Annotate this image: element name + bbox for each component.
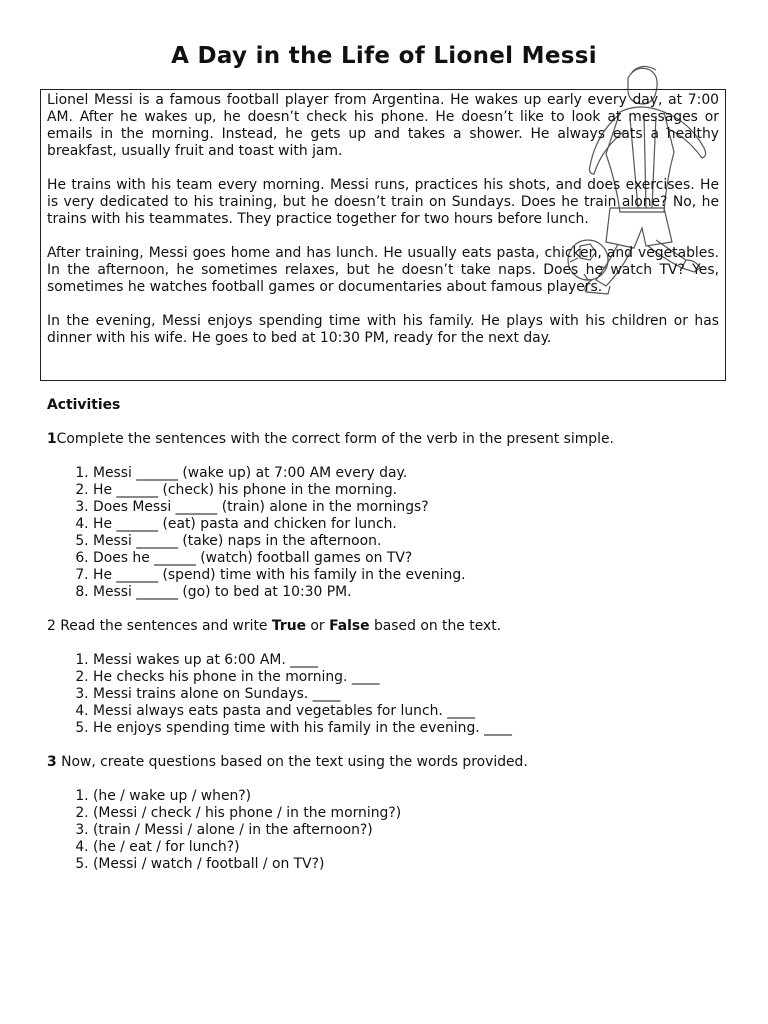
list-item: 6. Does he ______ (watch) football games on TV?: [93, 550, 737, 567]
exercise-2-instruction: [47, 618, 737, 635]
exercise-1-number: 1: [47, 431, 57, 447]
exercise-1-list: [47, 465, 737, 601]
paragraph-1: Lionel Messi is a famous football player from Argentina. He wakes up early every day, at 7:00 AM. After he wakes up, he doesn’t check his phone. He doesn’t like to look at messages or emails in the morning. Instead, he gets up and takes a shower. He always eats a healthy breakfast, usually fruit and toast with jam.: [47, 92, 719, 159]
exercise-2-number: 2: [47, 618, 56, 634]
paragraph-2: He trains with his team every morning. Messi runs, practices his shots, and does exercises. He is very dedicated to his training, but he doesn’t train on Sundays. Does he train alone? No, he trains with his teammates. They practice together for two hours before lunch.: [47, 177, 719, 227]
list-item: 5. Messi ______ (take) naps in the afternoon.: [93, 533, 737, 550]
paragraph-4: In the evening, Messi enjoys spending time with his family. He plays with his children or has dinner with his wife. He goes to bed at 10:30 PM, ready for the next day.: [47, 313, 719, 346]
list-item: 2. He ______ (check) his phone in the morning.: [93, 482, 737, 499]
activities-heading: Activities: [47, 397, 121, 413]
list-item: 1. Messi ______ (wake up) at 7:00 AM every day.: [93, 465, 737, 482]
list-item: 4. He ______ (eat) pasta and chicken for lunch.: [93, 516, 737, 533]
list-item: 5. He enjoys spending time with his family in the evening. ____: [93, 720, 737, 737]
list-item: 1. Messi wakes up at 6:00 AM. ____: [93, 652, 737, 669]
exercise-3-instruction: [47, 754, 737, 771]
list-item: 2. He checks his phone in the morning. ____: [93, 669, 737, 686]
true-word: True: [271, 618, 307, 634]
exercise-3-list: [47, 788, 737, 873]
exercise-2-instruction-text: Read the sentences and write: [55, 618, 272, 634]
exercise-1-instruction: [47, 431, 737, 448]
list-item: 3. (train / Messi / alone / in the afternoon?): [93, 822, 737, 839]
or-word: or: [306, 618, 330, 634]
list-item: 5. (Messi / watch / football / on TV?): [93, 856, 737, 873]
list-item: 1. (he / wake up / when?): [93, 788, 737, 805]
list-item: 7. He ______ (spend) time with his family in the evening.: [93, 567, 737, 584]
activities-section: [47, 397, 737, 890]
list-item: 3. Messi trains alone on Sundays. ____: [93, 686, 737, 703]
page-title: A Day in the Life of Lionel Messi: [171, 43, 597, 69]
exercise-3-instruction-text: Now, create questions based on the text using the words provided.: [56, 754, 528, 770]
reading-passage: [40, 89, 726, 381]
exercise-2-list: [47, 652, 737, 737]
list-item: 4. Messi always eats pasta and vegetables for lunch. ____: [93, 703, 737, 720]
false-word: False: [329, 618, 370, 634]
exercise-2-instruction-end: based on the text.: [369, 618, 502, 634]
exercise-3-number: 3: [47, 754, 57, 770]
list-item: 3. Does Messi ______ (train) alone in the mornings?: [93, 499, 737, 516]
list-item: 2. (Messi / check / his phone / in the morning?): [93, 805, 737, 822]
exercise-1-instruction-text: Complete the sentences with the correct form of the verb in the present simple.: [56, 431, 614, 447]
paragraph-3: After training, Messi goes home and has lunch. He usually eats pasta, chicken, and vegetables. In the afternoon, he sometimes relaxes, but he doesn’t take naps. Does he watch TV? Yes, sometimes he watches football games or documentaries about famous players.: [47, 245, 719, 295]
list-item: 8. Messi ______ (go) to bed at 10:30 PM.: [93, 584, 737, 601]
list-item: 4. (he / eat / for lunch?): [93, 839, 737, 856]
